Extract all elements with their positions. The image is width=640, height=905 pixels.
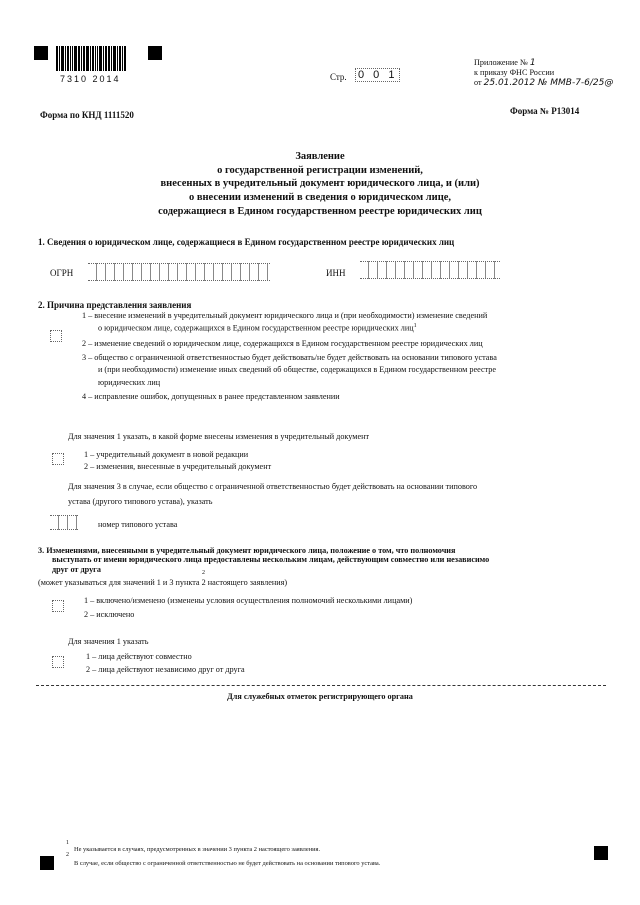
sub1-heading: Для значения 1 указать, в какой форме внесены изменения в учредительный документ xyxy=(68,432,370,441)
appendix-line3: от xyxy=(474,77,482,87)
corner-marker-bottom-left xyxy=(40,856,54,870)
reason-option-1b: о юридическом лице, содержащихся в Едином государственном реестре юридических лиц xyxy=(98,324,414,334)
template-charter-number-label: номер типового устава xyxy=(98,520,178,529)
sub1-option-2: 2 – изменения, внесенные в учредительный документ xyxy=(84,462,272,471)
reason-checkbox[interactable] xyxy=(50,330,62,342)
barcode-number: 7310 2014 xyxy=(60,74,121,84)
reason-option-4: 4 – исправление ошибок, допущенных в ранее представленном заявлении xyxy=(82,392,340,402)
barcode xyxy=(56,46,140,71)
section3-heading-c: друг от друга xyxy=(52,564,101,574)
appendix-handwritten-date: 25.01.2012 № ММВ-7-6/25@ xyxy=(483,77,614,88)
reason-option-2: 2 – изменение сведений о юридическом лице, содержащихся в Едином государственном реестре юридических лиц xyxy=(82,338,483,348)
section2-heading: 2. Причина представления заявления xyxy=(38,300,192,310)
section3-note: (может указываться для значений 1 и 3 пункта 2 настоящего заявления) xyxy=(38,578,288,587)
reason-option-3b: и (при необходимости) изменение иных сведений об обществе, содержащихся в Едином государственном реестре xyxy=(98,365,496,375)
section3-option-2: 2 – исключено xyxy=(84,610,135,619)
title-line1: Заявление xyxy=(295,151,345,162)
section3-sub-checkbox[interactable] xyxy=(52,656,64,668)
inn-field[interactable] xyxy=(360,261,500,279)
section3-note-footnote: 2 xyxy=(202,570,205,576)
section3-sub-option-1: 1 – лица действуют совместно xyxy=(86,652,192,661)
section3-option-1: 1 – включено/изменено (изменены условия осуществления полномочий несколькими лицами) xyxy=(84,596,413,605)
document-title xyxy=(0,150,640,218)
section3-checkbox[interactable] xyxy=(52,600,64,612)
reason-option-3a: 3 – общество с ограниченной ответственностью будет действовать/не будет действовать на основании типового устава xyxy=(82,353,497,362)
footnote-1-mark: 1 xyxy=(66,840,69,846)
page-number: 0 0 1 xyxy=(355,68,400,82)
section3-heading xyxy=(38,546,598,574)
footnote-2: В случае, если общество с ограниченной ответственностью не будет действовать на основании типового устава. xyxy=(74,860,381,867)
dashed-separator xyxy=(36,685,606,686)
title-line2: о государственной регистрации изменений, xyxy=(217,164,423,176)
ogrn-label: ОГРН xyxy=(50,268,74,278)
appendix-line1: Приложение № xyxy=(474,58,528,67)
corner-marker-bottom-right xyxy=(594,846,608,860)
title-line3: внесенных в учредительный документ юридического лица, и (или) xyxy=(160,178,480,190)
corner-marker-top-left xyxy=(34,46,48,60)
reason-option-1-footnote: 1 xyxy=(413,323,417,330)
page-label: Стр. xyxy=(330,72,347,82)
form-knd: Форма по КНД 1111520 xyxy=(40,110,134,120)
reason-options xyxy=(82,311,602,402)
section3-sub-heading: Для значения 1 указать xyxy=(68,637,149,646)
footnote-1: Не указывается в случаях, предусмотренных в значении 3 пункта 2 настоящего заявления. xyxy=(74,846,321,853)
sub1-option-1: 1 – учредительный документ в новой редакции xyxy=(84,450,249,459)
sub1-checkbox[interactable] xyxy=(52,453,64,465)
appendix-number: 1 xyxy=(529,58,536,68)
sub3-heading-b: устава (другого типового устава), указать xyxy=(68,497,213,506)
section1-heading: 1. Сведения о юридическом лице, содержащиеся в Едином государственном реестре юридических лиц xyxy=(38,237,455,247)
reason-option-1a: 1 – внесение изменений в учредительный документ юридического лица и (при необходимости) изменение сведений xyxy=(82,311,488,320)
title-line4: о внесении изменений в сведения о юридическом лице, xyxy=(188,191,452,203)
section3-sub-option-2: 2 – лица действуют независимо друг от друга xyxy=(86,665,245,674)
service-heading: Для служебных отметок регистрирующего органа xyxy=(227,692,413,701)
footnote-2-mark: 2 xyxy=(66,852,69,858)
corner-marker-top-right xyxy=(148,46,162,60)
inn-label: ИНН xyxy=(326,268,346,278)
section3-heading-b: выступать от имени юридического лица предоставлены нескольким лицам, действующим совместно или независимо xyxy=(52,555,490,565)
ogrn-field[interactable] xyxy=(88,263,270,281)
reason-option-3c: юридических лиц xyxy=(98,377,161,387)
form-number: Форма № Р13014 xyxy=(510,106,580,116)
section3-heading-a: 3. Изменениями, внесенными в учредительный документ юридического лица, положение о том, что полномочия xyxy=(38,546,456,555)
appendix-reference xyxy=(474,58,624,88)
sub3-heading-a: Для значения 3 в случае, если общество с ограниченной ответственностью будет действовать на основании типового xyxy=(68,482,478,491)
template-charter-number-field[interactable] xyxy=(50,515,78,530)
title-line5: содержащиеся в Едином государственном реестре юридических лиц xyxy=(158,205,482,217)
appendix-line2: к приказу ФНС России xyxy=(474,68,555,78)
